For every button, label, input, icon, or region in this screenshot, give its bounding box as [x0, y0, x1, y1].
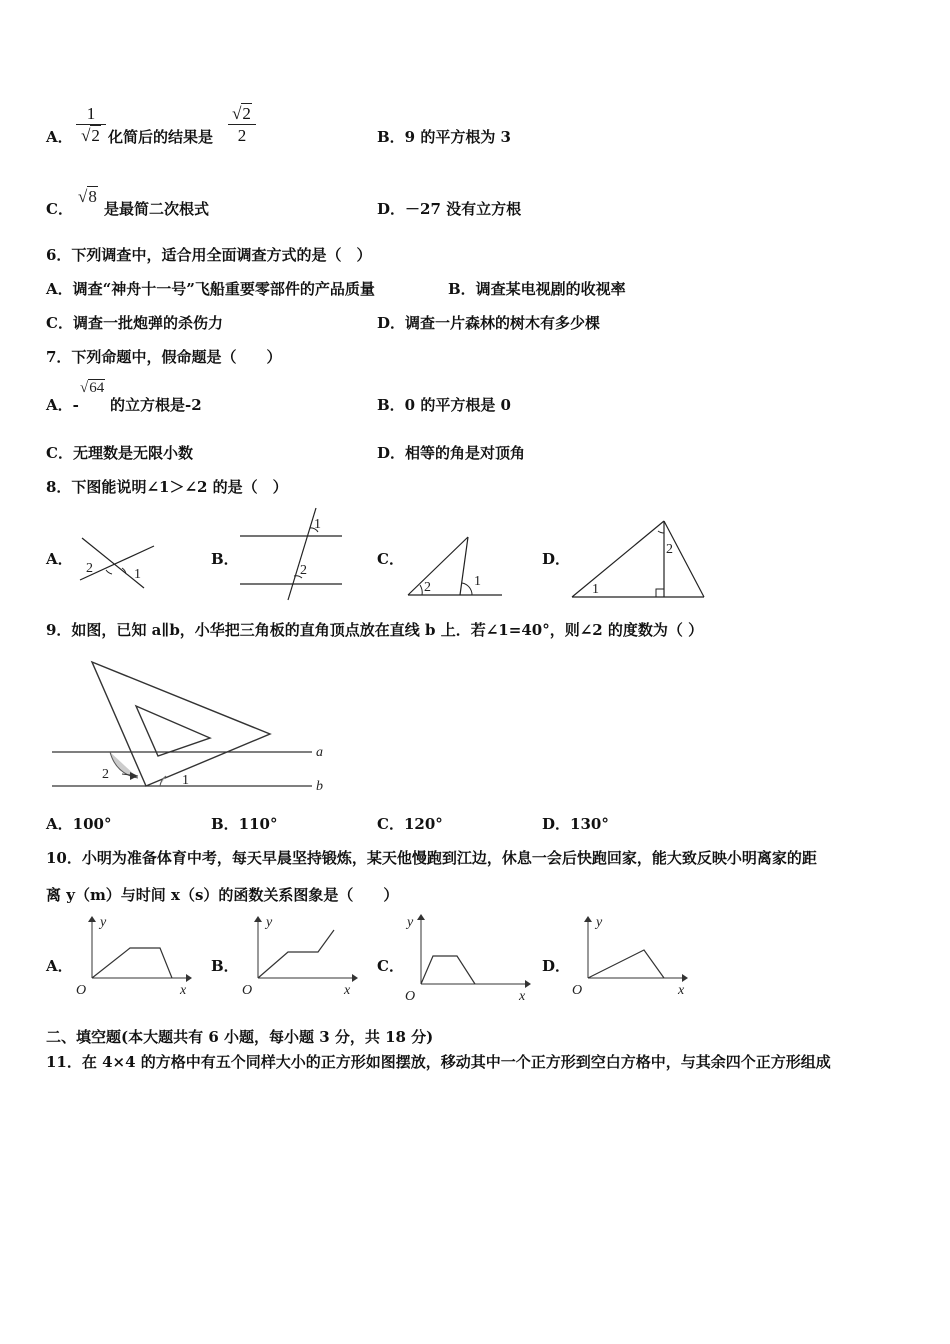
- q10-graph-a: [74, 914, 192, 1000]
- q10-stem-line1: 10．小明为准备体育中考，每天早晨坚持锻炼，某天他慢跑到江边，休息一会后快跑回家，能大致反映小明离家的距: [46, 849, 817, 867]
- q9-stem: 9．如图，已知 a∥b，小华把三角板的直角顶点放在直线 b 上．若∠1=40°，则∠2 的度数为（ ）: [46, 621, 704, 639]
- q10-stem-line2: 离 y（m）与时间 x（s）的函数关系图象是（ ）: [46, 886, 399, 904]
- q10d-y-label: y: [596, 915, 603, 930]
- q8-figure-b: [238, 506, 344, 602]
- q8-label-d: D．: [542, 550, 571, 568]
- q8a-angle-1: 1: [134, 567, 141, 582]
- q8-label-a: A．: [46, 550, 73, 568]
- q5-frac1-numerator: 1: [76, 104, 106, 125]
- q7-option-d: D．相等的角是对顶角: [377, 444, 526, 462]
- q10c-origin: O: [405, 989, 416, 1004]
- q5-option-c-radicand: 8: [88, 187, 97, 206]
- q10c-x-label: x: [519, 989, 526, 1004]
- q8-figure-a: [76, 534, 158, 590]
- q6-option-d: D．调查一片森林的树木有多少棵: [377, 314, 601, 332]
- q9-angle-2: 2: [102, 767, 109, 782]
- q5-frac2-denominator: 2: [237, 126, 247, 145]
- q9-option-a: A．100°: [46, 815, 112, 833]
- q5-option-a-text: 化简后的结果是: [108, 128, 214, 146]
- q9-figure: [50, 656, 340, 794]
- q5-option-c-radical: √8: [78, 187, 97, 206]
- q7-option-a-text: 的立方根是-2: [110, 396, 202, 414]
- q8-figure-d: [570, 519, 706, 601]
- q9-option-c: C．120°: [377, 815, 443, 833]
- q10b-y-label: y: [266, 915, 273, 930]
- q6-option-a: A．调查“神舟十一号”飞船重要零部件的产品质量: [46, 280, 375, 298]
- q9-angle-1: 1: [182, 773, 189, 788]
- section-2-heading: 二、填空题(本大题共有 6 小题，每小题 3 分，共 18 分): [46, 1028, 434, 1046]
- q7-option-a-radicand: 64: [89, 380, 105, 396]
- q10d-x-label: x: [678, 983, 685, 998]
- q8c-angle-2: 2: [424, 580, 431, 595]
- q8b-angle-1: 1: [314, 517, 321, 532]
- q5-fraction-1: $\frac{1}{√2}$: [76, 104, 106, 147]
- q8-label-b: B．: [211, 550, 239, 568]
- q8d-angle-2: 2: [666, 542, 673, 557]
- q5-option-c-label: C．: [46, 200, 73, 218]
- q5-fraction-2: $\frac{√2}{2}$: [228, 104, 256, 147]
- q8c-angle-1: 1: [474, 574, 481, 589]
- q5-option-b: B．9 的平方根为 3: [377, 128, 511, 146]
- q10a-x-label: x: [180, 983, 187, 998]
- q11-stem: 11．在 4×4 的方格中有五个同样大小的正方形如图摆放，移动其中一个正方形到空白方格中，与其余四个正方形组成: [46, 1053, 831, 1071]
- q9-option-d: D．130°: [542, 815, 609, 833]
- q10b-origin: O: [242, 983, 253, 998]
- q10-graph-b: [240, 914, 358, 1000]
- q10-label-d: D．: [542, 957, 571, 975]
- q10-label-a: A．: [46, 957, 73, 975]
- q10-label-c: C．: [377, 957, 404, 975]
- q5-frac2-numerator: 2: [242, 104, 251, 123]
- q8b-angle-2: 2: [300, 563, 307, 578]
- q8-stem: 8．下图能说明∠1＞∠2 的是（ ）: [46, 478, 288, 496]
- q5-option-a-label: A．: [46, 128, 73, 146]
- q8d-angle-1: 1: [592, 582, 599, 597]
- q8a-angle-2: 2: [86, 561, 93, 576]
- q6-option-b: B．调查某电视剧的收视率: [448, 280, 626, 298]
- q9-line-b: b: [316, 779, 323, 794]
- q5-option-c-text: 是最简二次根式: [104, 200, 210, 218]
- q10c-y-label: y: [407, 915, 414, 930]
- q8-figure-c: [406, 533, 504, 599]
- q10a-y-label: y: [100, 915, 107, 930]
- q8-label-c: C．: [377, 550, 404, 568]
- q7-option-a-label: A．-: [46, 396, 79, 414]
- q9-line-a: a: [316, 745, 323, 760]
- q10b-x-label: x: [344, 983, 351, 998]
- q5-option-d: D．－27 没有立方根: [377, 200, 522, 218]
- q10d-origin: O: [572, 983, 583, 998]
- q7-option-c: C．无理数是无限小数: [46, 444, 193, 462]
- q10-label-b: B．: [211, 957, 239, 975]
- q7-option-a-radical: √64: [80, 380, 105, 396]
- q6-stem: 6．下列调查中，适合用全面调查方式的是（ ）: [46, 246, 372, 264]
- q5-frac1-denominator: 2: [91, 126, 100, 145]
- q10-graph-d: [570, 914, 690, 1000]
- q7-option-b: B．0 的平方根是 0: [377, 396, 511, 414]
- q10a-origin: O: [76, 983, 87, 998]
- q6-option-c: C．调查一批炮弹的杀伤力: [46, 314, 223, 332]
- q9-option-b: B．110°: [211, 815, 278, 833]
- q10-graph-c: [403, 912, 531, 1004]
- q7-stem: 7．下列命题中，假命题是（ ）: [46, 348, 282, 366]
